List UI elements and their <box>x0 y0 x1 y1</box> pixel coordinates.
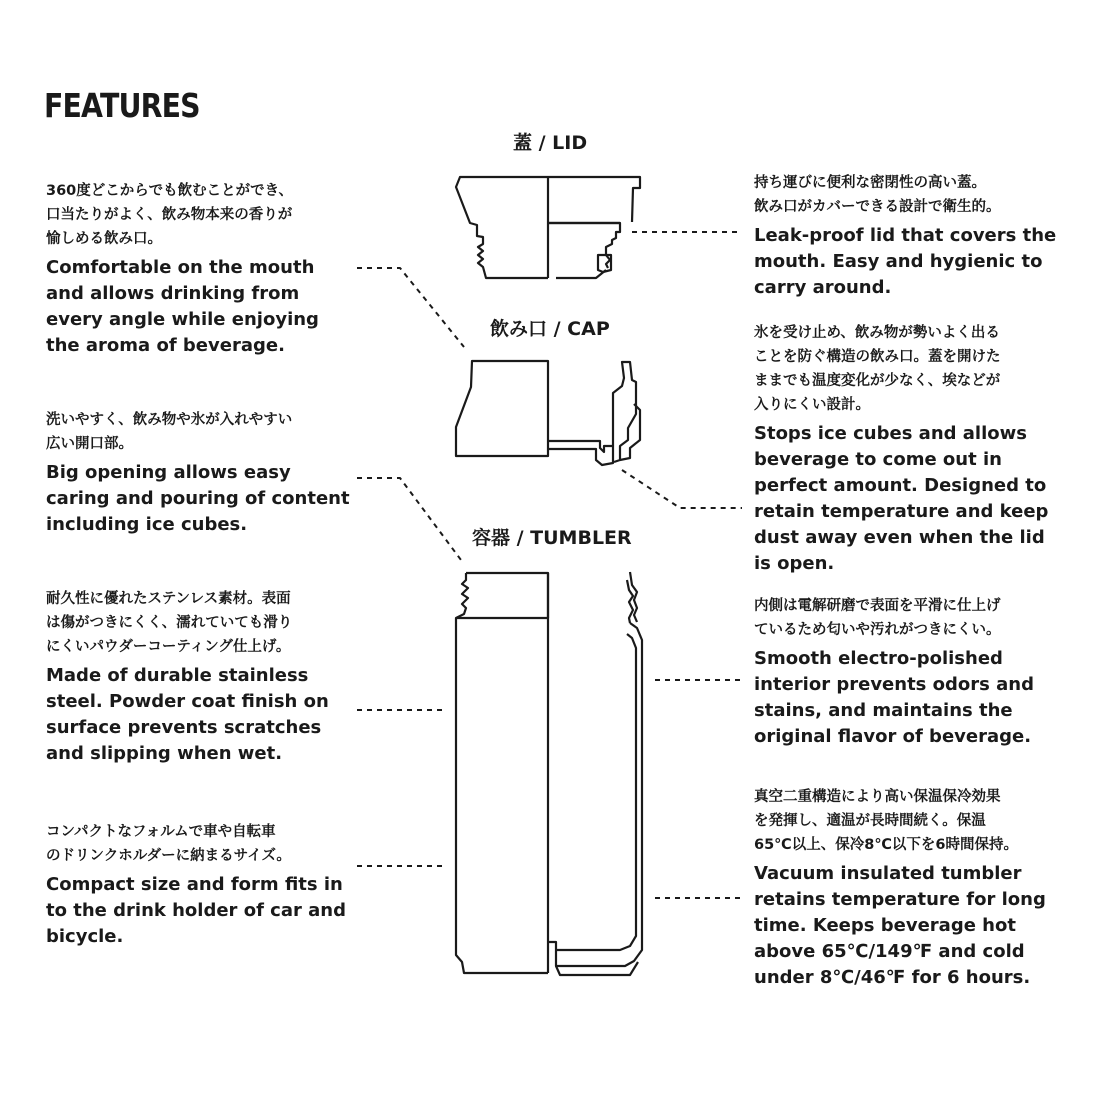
cap-illustration <box>456 361 640 465</box>
tumbler-label: 容器 / TUMBLER <box>472 527 632 549</box>
feature-jp-text: 耐久性に優れたステンレス素材。表面 は傷がつきにくく、濡れていても滑り にくいパウダーコーティング仕上げ。 <box>46 591 293 655</box>
feature-jp-text: 360度どこからでも飲むことができ、 口当たりがよく、飲み物本来の香りが 愉しめる飲み口。 <box>46 183 294 247</box>
cap-label: 飲み口 / CAP <box>490 318 610 340</box>
leader-line-drinking-mouth <box>357 268 464 347</box>
tumbler-illustration <box>456 572 642 975</box>
feature-en-text: Compact size and form fits in to the drink holder of car and bicycle. <box>46 874 346 947</box>
leader-line-big-opening <box>357 478 461 560</box>
feature-jp-text: 持ち運びに便利な密閉性の高い蓋。 飲み口がカバーできる設計で衛生的。 <box>754 175 1001 215</box>
feature-en-text: Vacuum insulated tumbler retains temperature for long time. Keeps beverage hot above 65℃/149℉ and cold under 8℃/46℉ for 6 hours. <box>754 863 1046 988</box>
page-title: FEATURES <box>44 86 200 125</box>
feature-jp-text: 洗いやすく、飲み物や氷が入れやすい 広い開口部。 <box>46 412 293 452</box>
feature-jp-text: 内側は電解研磨で表面を平滑に仕上げ ているため匂いや汚れがつきにくい。 <box>754 598 1001 638</box>
feature-jp-text: 真空二重構造により高い保温保冷効果 を発揮し、適温が長時間続く。保温 65℃以上、保冷8℃以下を6時間保持。 <box>754 789 1018 853</box>
leader-line-ice-stopper-cap <box>622 470 742 508</box>
feature-en-text: Smooth electro-polished interior prevents odors and stains, and maintains the original flavor of beverage. <box>754 648 1034 747</box>
feature-en-text: Comfortable on the mouth and allows drinking from every angle while enjoying the aroma of beverage. <box>46 257 319 356</box>
feature-en-text: Big opening allows easy caring and pouring of content including ice cubes. <box>46 462 350 535</box>
feature-en-text: Stops ice cubes and allows beverage to come out in perfect amount. Designed to retain temperature and keep dust away even when the lid is open. <box>754 423 1049 574</box>
feature-jp-text: コンパクトなフォルムで車や自転車 のドリンクホルダーに納まるサイズ。 <box>46 824 291 864</box>
lid-illustration <box>456 177 640 278</box>
feature-en-text: Leak-proof lid that covers the mouth. Easy and hygienic to carry around. <box>754 225 1057 298</box>
leader-lines <box>357 232 742 898</box>
feature-en-text: Made of durable stainless steel. Powder coat finish on surface prevents scratches and slipping when wet. <box>46 665 329 764</box>
feature-jp-text: 氷を受け止め、飲み物が勢いよく出る ことを防ぐ構造の飲み口。蓋を開けた ままでも温度変化が少なく、埃などが 入りにくい設計。 <box>754 325 1001 413</box>
lid-label: 蓋 / LID <box>513 132 588 154</box>
